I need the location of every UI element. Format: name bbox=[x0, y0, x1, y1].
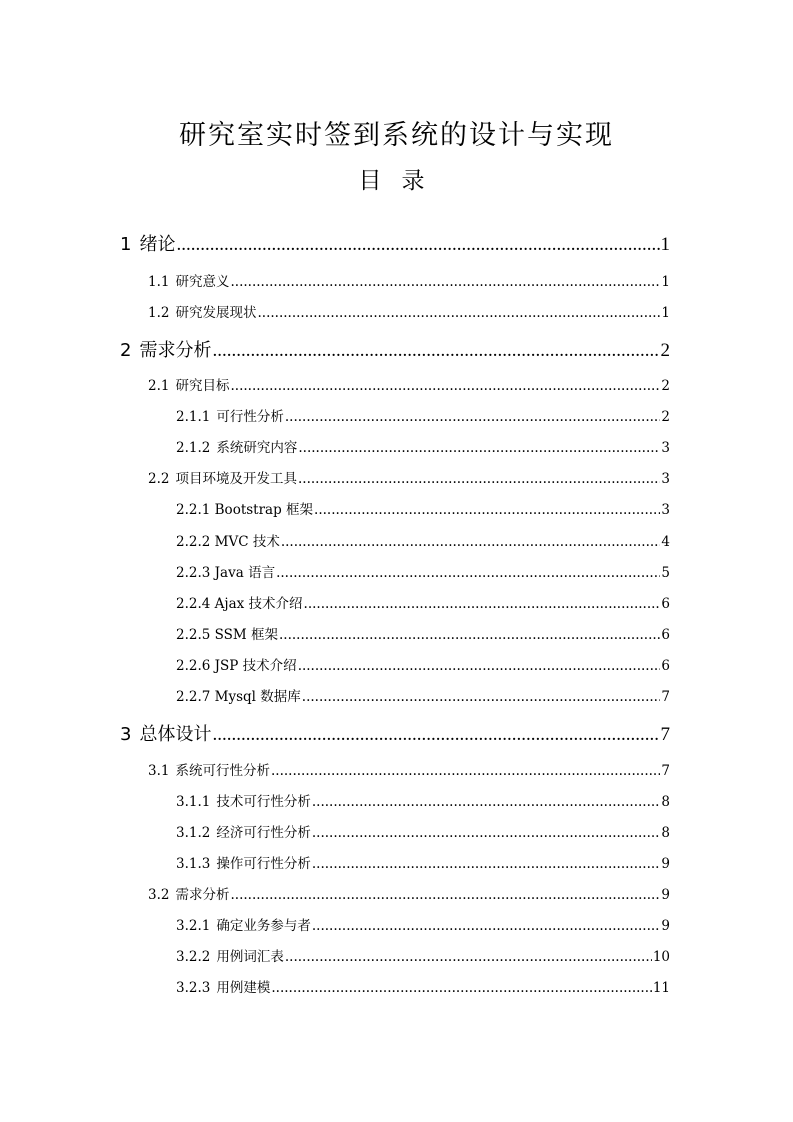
toc-page: 2 bbox=[661, 409, 670, 425]
toc-entry[interactable]: 3.2 需求分析 ..... 9 bbox=[148, 883, 670, 903]
toc-page: 3 bbox=[661, 502, 670, 518]
toc-entry[interactable]: 2.1 研究目标 ..... 2 bbox=[148, 374, 670, 394]
toc-heading: 目录 bbox=[358, 168, 445, 194]
toc-entry[interactable]: 3.1.1 技术可行性分析 ..... 8 bbox=[176, 790, 670, 810]
toc-page: 7 bbox=[661, 689, 670, 705]
toc-entry[interactable]: 2.2.4 Ajax 技术介绍 ..... 6 bbox=[176, 592, 670, 612]
toc-page: 6 bbox=[661, 627, 670, 643]
toc-entry[interactable]: 1.1 研究意义 ..... 1 bbox=[148, 270, 670, 290]
toc-entry[interactable]: 1.2 研究发展现状 ..... 1 bbox=[148, 301, 670, 321]
toc-page: 6 bbox=[661, 596, 670, 612]
toc-page: 8 bbox=[661, 794, 670, 810]
toc-page: 9 bbox=[661, 887, 670, 903]
toc-entry[interactable]: 2.1.1 可行性分析 ..... 2 bbox=[176, 405, 670, 425]
toc-entry[interactable]: 2.2 项目环境及开发工具 ..... 3 bbox=[148, 467, 670, 487]
toc-page: 10 bbox=[652, 949, 670, 965]
toc-entry[interactable]: 3.2.2 用例词汇表 ..... 10 bbox=[176, 945, 670, 965]
toc-page: 2 bbox=[661, 378, 670, 394]
toc-page: 2 bbox=[660, 340, 670, 361]
toc-page: 1 bbox=[661, 305, 670, 321]
toc-entry[interactable]: 2.2.6 JSP 技术介绍 ..... 6 bbox=[176, 654, 670, 674]
toc-entry[interactable]: 2.2.3 Java 语言 ..... 5 bbox=[176, 561, 670, 581]
toc-page: 11 bbox=[652, 980, 670, 996]
toc-page: 7 bbox=[661, 763, 670, 779]
toc-entry[interactable]: 2.2.2 MVC 技术 ..... 4 bbox=[176, 530, 670, 550]
toc-page: 3 bbox=[661, 440, 670, 456]
toc-page: 9 bbox=[661, 918, 670, 934]
toc-page: 3 bbox=[661, 471, 670, 487]
toc-entry[interactable]: 3.2.3 用例建模 ..... 11 bbox=[176, 976, 670, 996]
toc-entry[interactable]: 2.1.2 系统研究内容 ..... 3 bbox=[176, 436, 670, 456]
toc-page: 5 bbox=[661, 565, 670, 581]
toc-entry[interactable]: 3.1.2 经济可行性分析 ..... 8 bbox=[176, 821, 670, 841]
toc-page: 1 bbox=[660, 234, 670, 255]
toc-page: 8 bbox=[661, 825, 670, 841]
toc-page: 7 bbox=[660, 724, 670, 745]
toc-entry[interactable]: 2.2.7 Mysql 数据库 ..... 7 bbox=[176, 685, 670, 705]
toc-entry[interactable]: 2 需求分析 ..... 2 bbox=[120, 336, 670, 362]
toc-page: 6 bbox=[661, 658, 670, 674]
toc-entry[interactable]: 2.2.5 SSM 框架 ..... 6 bbox=[176, 623, 670, 643]
toc-entry[interactable]: 3.1.3 操作可行性分析 ..... 9 bbox=[176, 852, 670, 872]
toc-page: 1 bbox=[661, 274, 670, 290]
toc-page: 9 bbox=[661, 856, 670, 872]
document-title: 研究室实时签到系统的设计与实现 bbox=[179, 120, 614, 151]
toc-entry[interactable]: 3.2.1 确定业务参与者 ..... 9 bbox=[176, 914, 670, 934]
toc-entry[interactable]: 3.1 系统可行性分析 ..... 7 bbox=[148, 759, 670, 779]
toc-page: 4 bbox=[661, 534, 670, 550]
toc-entry[interactable]: 2.2.1 Bootstrap 框架 ..... 3 bbox=[176, 498, 670, 518]
toc-entry[interactable]: 3 总体设计 ..... 7 bbox=[120, 720, 670, 746]
toc-entry[interactable]: 1 绪论 ..... 1 bbox=[120, 230, 670, 256]
